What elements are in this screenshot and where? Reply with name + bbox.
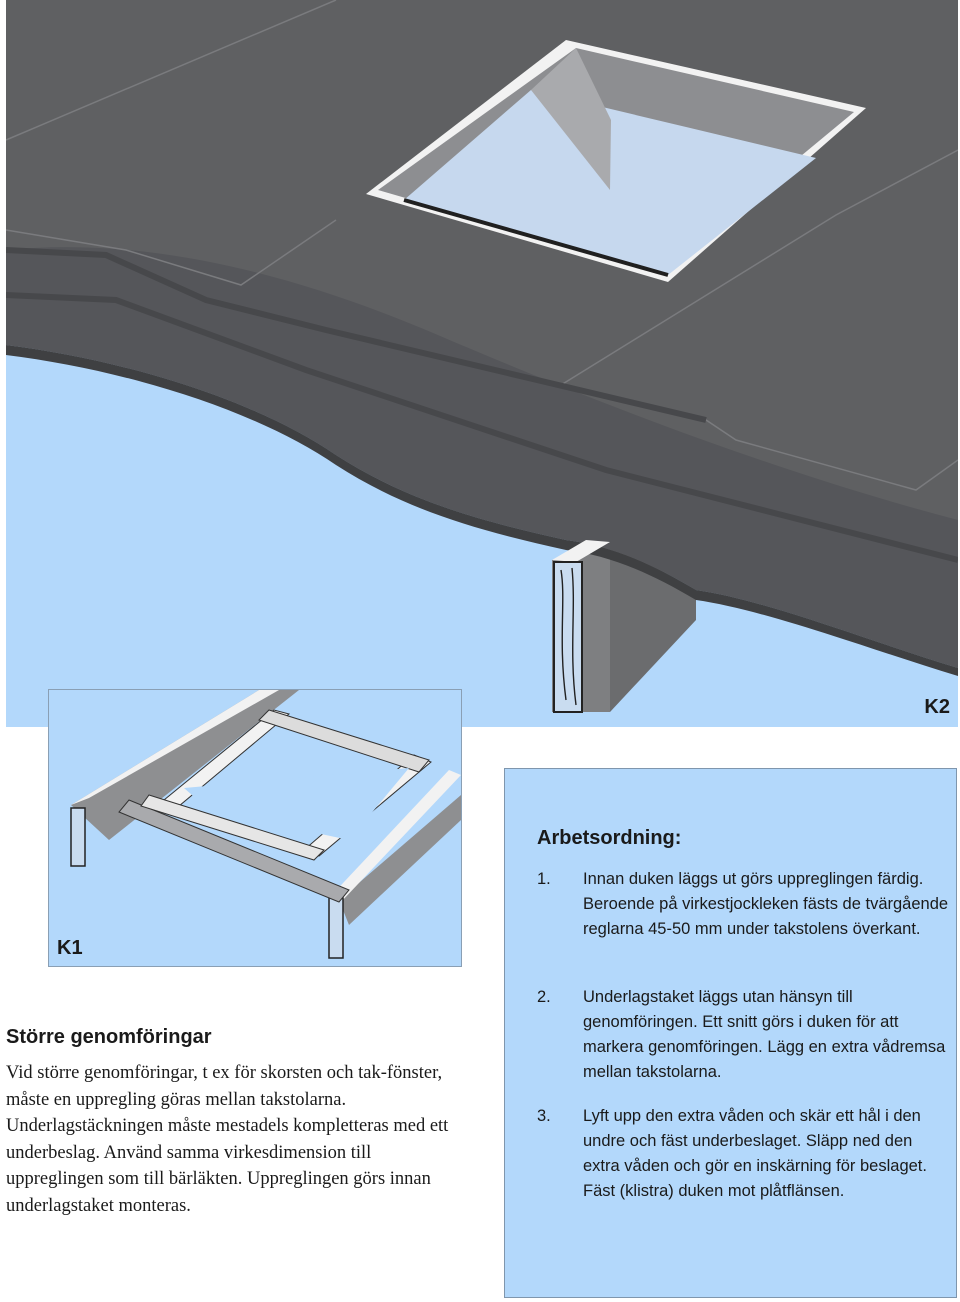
step-number: 1. [537, 870, 551, 888]
figure-label-k1: K1 [57, 937, 83, 959]
step-number: 3. [537, 1107, 551, 1125]
step-text: Underlagstaket läggs utan hänsyn till genomföringen. Ett snitt görs i duken för att markera genomföringen. Lägg en extra vådremsa mellan takstolarna. [583, 988, 946, 1081]
rafter-end-grain [554, 562, 582, 712]
work-order-title: Arbetsordning: [537, 827, 682, 849]
blocking-frame-drawing [49, 690, 461, 966]
left-rafter-end [71, 808, 85, 866]
roof-penetration-drawing [6, 0, 958, 727]
k2-illustration [6, 0, 958, 727]
section-body: Vid större genomföringar, t ex för skorsten och tak-fönster, måste en uppregling göras mellan takstolarna. Underlagstäckningen måste mestadels kompletteras med ett underbeslag. Använd samma virkesdimension till uppreglingen som till bärläkten. Uppreglingen görs innan underlagstaket monteras. [6, 1063, 449, 1216]
right-rafter-end [329, 898, 343, 958]
step-text: Innan duken läggs ut görs uppreglingen färdig. Beroende på virkestjockleken fästs de tvärgående reglarna 45-50 mm under takstolens överkant. [583, 870, 949, 938]
figure-label-k2: K2 [924, 696, 950, 718]
section-heading: Större genomföringar [6, 1026, 212, 1048]
step-number: 2. [537, 988, 551, 1006]
k1-illustration [48, 689, 462, 967]
step-text: Lyft upp den extra våden och skär ett hål i den undre och fäst underbeslaget. Släpp ned den extra våden och gör en inskärning för beslaget. Fäst (klistra) duken mot plåtflänsen. [583, 1107, 927, 1200]
work-order-box [504, 768, 957, 1298]
